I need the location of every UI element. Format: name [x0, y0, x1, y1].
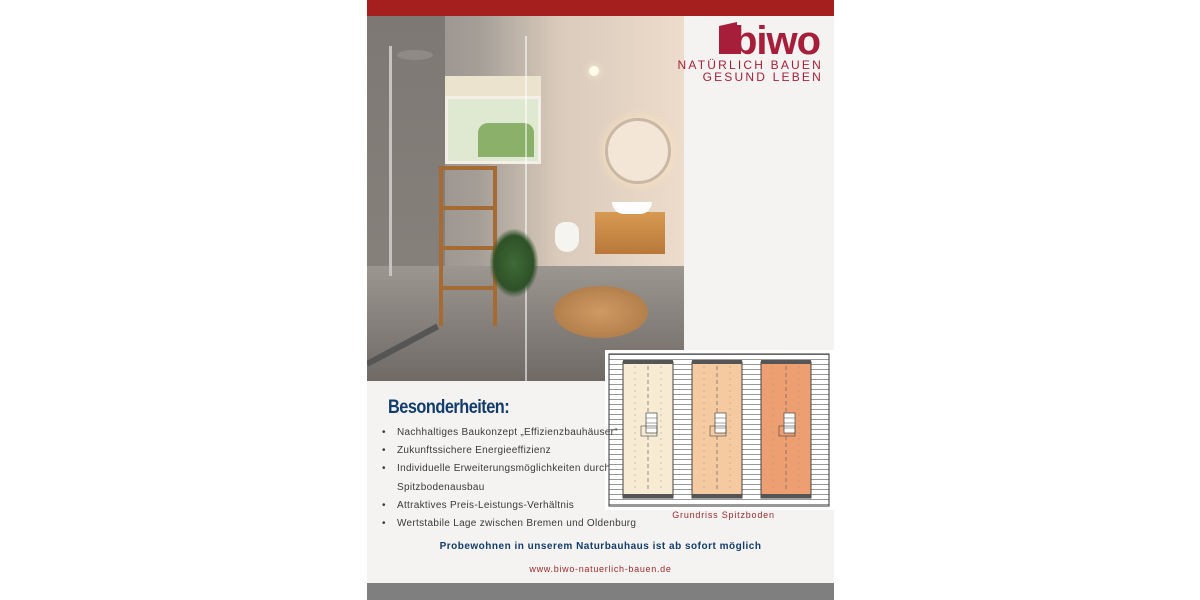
list-item: • Attraktives Preis-Leistungs-Verhältnis	[390, 497, 640, 515]
features-list	[375, 424, 640, 533]
list-item: • Individuelle Erweiterungsmöglichkeiten durch Spitzbodenausbau	[390, 460, 640, 496]
features-heading: Besonderheiten:	[388, 397, 510, 418]
glass-partition	[525, 36, 527, 381]
logo-tagline-2: GESUND LEBEN	[702, 70, 823, 84]
bottom-color-bar	[367, 583, 834, 600]
call-to-action: Probewohnen in unserem Naturbauhaus ist ab sofort möglich	[439, 541, 762, 552]
round-mirror	[605, 118, 671, 184]
svg-text:biwo: biwo	[733, 19, 821, 60]
wash-basin	[612, 202, 652, 214]
biwo-wordmark-icon	[719, 16, 829, 60]
shower-rail	[389, 46, 392, 276]
ceiling-light	[589, 66, 599, 76]
biwo-logo	[677, 16, 829, 86]
website-link[interactable]: www.biwo-natuerlich-bauen.de	[529, 564, 672, 574]
shower-head	[397, 50, 433, 60]
list-item: • Zukunftssichere Energieeffizienz	[390, 442, 640, 460]
list-item: • Nachhaltiges Baukonzept „Effizienzbauhäuser“	[390, 424, 640, 442]
toilet	[555, 222, 579, 252]
flyer-page	[367, 0, 834, 600]
vanity-cabinet	[595, 212, 665, 254]
list-item: • Wertstabile Lage zwischen Bremen und Oldenburg	[390, 515, 640, 533]
floor-plan-caption: Grundriss Spitzboden	[672, 510, 775, 520]
plant	[489, 228, 539, 298]
top-color-bar	[367, 0, 834, 16]
logo-tagline-1: NATÜRLICH BAUEN	[677, 58, 823, 72]
bathroom-photo	[367, 16, 684, 381]
round-rug	[554, 286, 648, 338]
